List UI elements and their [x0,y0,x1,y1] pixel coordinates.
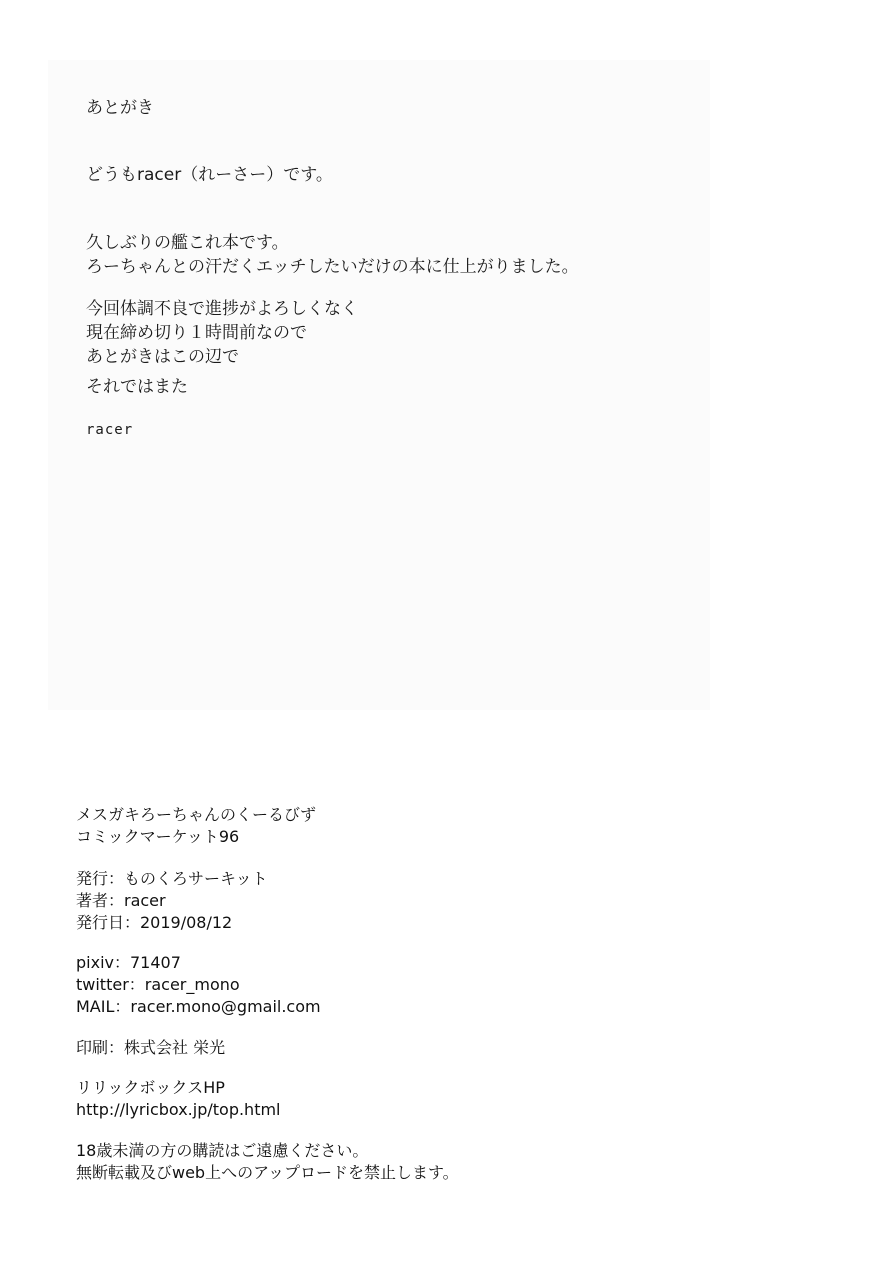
notice [76,1140,459,1184]
publish-date: 発行日：2019/08/12 [76,913,233,932]
twitter-handle: twitter：racer_mono [76,975,240,994]
afterword-greeting: どうもracer（れーさー）です。 [86,165,333,185]
afterword-paragraph [86,297,358,369]
afterword-signature: racer [86,422,134,438]
colophon-title [76,804,316,848]
afterword-line: 久しぶりの艦これ本です。 [86,233,289,253]
afterword-line: あとがきはこの辺で [86,347,239,367]
mail-address: MAIL：racer.mono@gmail.com [76,997,321,1016]
age-notice: 18歳未満の方の購読はご遠慮ください。 [76,1141,369,1160]
publication-info [76,868,268,934]
book-title: メスガキろーちゃんのくーるびず [76,805,317,824]
publisher: 発行：ものくろサーキット [76,869,268,888]
afterword-line: 現在締め切り１時間前なので [86,323,307,343]
afterword-title: あとがき [86,98,154,118]
pixiv-id: pixiv：71407 [76,953,181,972]
shop-url: http://lyricbox.jp/top.html [76,1100,281,1119]
printer-info [76,1037,225,1059]
contact-info [76,952,321,1018]
event-name: コミックマーケット96 [76,827,240,846]
afterword-paragraph [86,231,579,279]
printer: 印刷：株式会社 栄光 [76,1038,226,1057]
shop-info [76,1077,281,1121]
afterword-closing: それではまた [86,377,188,397]
author: 著者：racer [76,891,166,910]
afterword-line: ろーちゃんとの汗だくエッチしたいだけの本に仕上がりました。 [86,257,579,277]
shop-name: リリックボックスHP [76,1078,225,1097]
copyright-notice: 無断転載及びweb上へのアップロードを禁止します。 [76,1163,459,1182]
afterword-line: 今回体調不良で進捗がよろしくなく [86,299,358,319]
